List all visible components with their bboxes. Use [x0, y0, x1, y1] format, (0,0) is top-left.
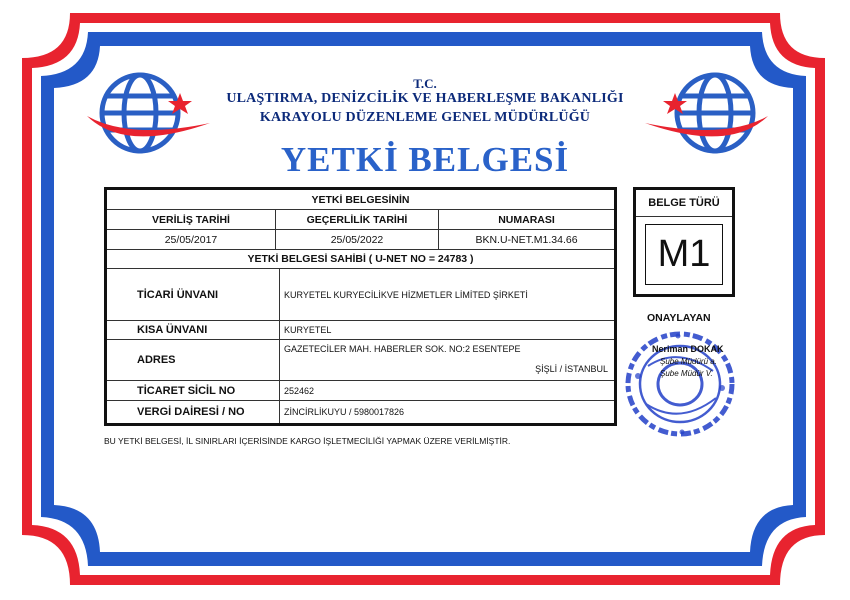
table-row: [107, 381, 614, 401]
owner-header: YETKİ BELGESİ SAHİBİ ( U-NET NO = 24783 ): [247, 253, 474, 265]
tax-office-label: VERGİ DAİRESİ / NO: [137, 406, 245, 418]
certificate-header: YETKİ BELGESİNİN: [311, 193, 410, 206]
address-cell: [279, 340, 614, 380]
trade-registry-label: TİCARET SİCİL NO: [137, 384, 236, 397]
date-values-row: [107, 230, 614, 250]
certificate-type-header: BELGE TÜRÜ: [636, 190, 732, 217]
document-title: YETKİ BELGESİ: [280, 140, 570, 179]
approver-title-1: Şube Müdürü a.: [660, 357, 717, 366]
directorate-name: KARAYOLU DÜZENLEME GENEL MÜDÜRLÜĞÜ: [259, 110, 591, 125]
table-row: [107, 340, 614, 381]
trade-name-value: KURYETEL KURYECİLİKVE HİZMETLER LİMİTED ŞİRKETİ: [279, 269, 614, 320]
scope-statement: BU YETKİ BELGESİ, İL SINIRLARI İÇERİSİNDE KARGO İŞLETMECİLİĞİ YAPMAK ÜZERE VERİLMİŞTİR.: [104, 436, 511, 446]
validity-date: 25/05/2022: [275, 230, 438, 249]
trade-registry-value: 252462: [279, 381, 614, 400]
approved-by-label: ONAYLAYAN: [647, 312, 711, 324]
address-line1: GAZETECİLER MAH. HABERLER SOK. NO:2 ESENTEPE: [284, 344, 521, 354]
issue-date: 25/05/2017: [164, 233, 218, 246]
short-name-label: KISA ÜNVANI: [137, 324, 208, 336]
certificate-type-value: M1: [645, 224, 723, 285]
tc-heading: T.C.: [413, 76, 437, 91]
table-row: [107, 401, 614, 423]
number-header: NUMARASI: [438, 210, 614, 229]
address-line2: ŞİŞLİ / İSTANBUL: [535, 364, 608, 374]
column-header-row: [107, 210, 614, 230]
tax-office-value: ZİNCİRLİKUYU / 5980017826: [279, 401, 614, 423]
short-name-value: KURYETEL: [279, 321, 614, 339]
approver-name: Neriman DOKAK: [652, 344, 724, 354]
table-header-row: [107, 190, 614, 210]
certificate-type-box: [633, 187, 735, 297]
approver-title-2: Şube Müdür V.: [660, 369, 713, 378]
certificate-table: [104, 187, 617, 426]
table-row: [107, 321, 614, 340]
trade-name-label: TİCARİ ÜNVANI: [137, 288, 219, 301]
table-row: [107, 269, 614, 321]
address-label: ADRES: [137, 354, 176, 366]
owner-header-row: [107, 250, 614, 269]
issue-date-header: VERİLİŞ TARİHİ: [152, 213, 230, 226]
validity-date-header: GEÇERLİLİK TARİHİ: [275, 210, 438, 229]
ministry-name: ULAŞTIRMA, DENİZCİLİK VE HABERLEŞME BAKANLIĞI: [226, 91, 624, 106]
certificate-number: BKN.U-NET.M1.34.66: [438, 230, 614, 249]
